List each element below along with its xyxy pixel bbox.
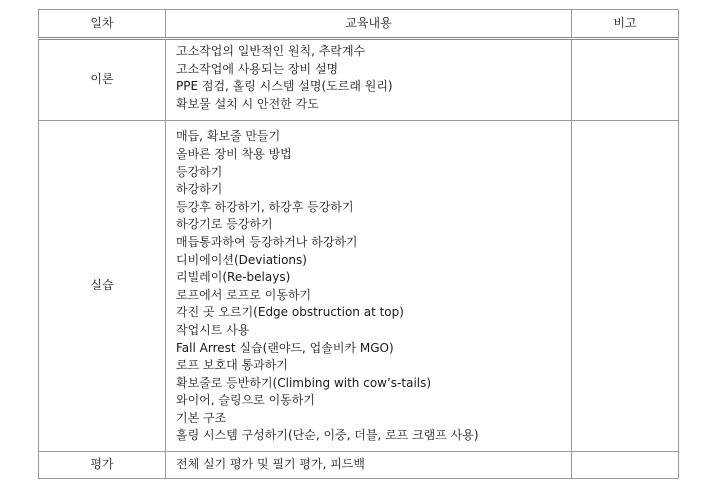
- header-content: 교육내용: [166, 10, 572, 39]
- content-cell-practice: [166, 121, 572, 452]
- day-cell-practice: 실습: [39, 121, 166, 452]
- content-item: 하강하기: [176, 182, 223, 197]
- header-row: [39, 10, 679, 39]
- table-row-practice: [39, 121, 679, 452]
- note-cell-theory: [572, 39, 679, 121]
- content-item: Fall Arrest 실습(랜야드, 업솔비카 MGO): [176, 340, 394, 355]
- note-cell-evaluation: [572, 452, 679, 479]
- day-cell-evaluation: 평가: [39, 452, 166, 479]
- content-item: 리빌레이(Re-belays): [176, 270, 291, 285]
- content-cell-evaluation: [166, 452, 572, 479]
- day-cell-theory: 이론: [39, 39, 166, 121]
- content-item: 로프 보호대 통과하기: [176, 358, 288, 373]
- curriculum-table: [38, 9, 679, 479]
- content-item: 홀링 시스템 구성하기(단순, 이중, 더블, 로프 크램프 사용): [176, 428, 479, 443]
- content-item: 각진 곳 오르기(Edge obstruction at top): [176, 305, 404, 320]
- table-row-theory: [39, 39, 679, 121]
- content-item: 고소작업의 일반적인 원칙, 추락계수: [176, 44, 366, 58]
- note-cell-practice: [572, 121, 679, 452]
- content-item: 하강기로 등강하기: [176, 217, 273, 232]
- content-item: 등강후 하강하기, 하강후 등강하기: [176, 199, 354, 214]
- header-note: 비고: [572, 10, 679, 39]
- content-item: 올바른 장비 착용 방법: [176, 146, 292, 161]
- content-item: 작업시트 사용: [176, 322, 250, 337]
- training-schedule: [38, 9, 678, 479]
- table-row-evaluation: [39, 452, 679, 479]
- content-item: 전체 실기 평가 및 필기 평가, 피드백: [176, 457, 365, 472]
- content-cell-theory: [166, 39, 572, 121]
- content-item: 매듭, 확보줄 만들기: [176, 129, 281, 144]
- content-item: 등강하기: [176, 164, 223, 179]
- content-item: 기본 구조: [176, 410, 227, 425]
- content-item: 로프에서 로프로 이동하기: [176, 287, 312, 302]
- header-day: 일차: [39, 10, 166, 39]
- content-item: 매듭통과하여 등강하거나 하강하기: [176, 234, 358, 249]
- content-item: 확보줄로 등반하기(Climbing with cow’s-tails): [176, 375, 432, 390]
- content-item: 디비에이션(Deviations): [176, 252, 307, 267]
- content-item: 확보물 설치 시 안전한 각도: [176, 96, 319, 111]
- content-item: 고소작업에 사용되는 장비 설명: [176, 61, 339, 76]
- content-item: 와이어, 슬링으로 이동하기: [176, 393, 315, 408]
- content-item: PPE 점검, 홀링 시스템 설명(도르래 원리): [176, 79, 393, 94]
